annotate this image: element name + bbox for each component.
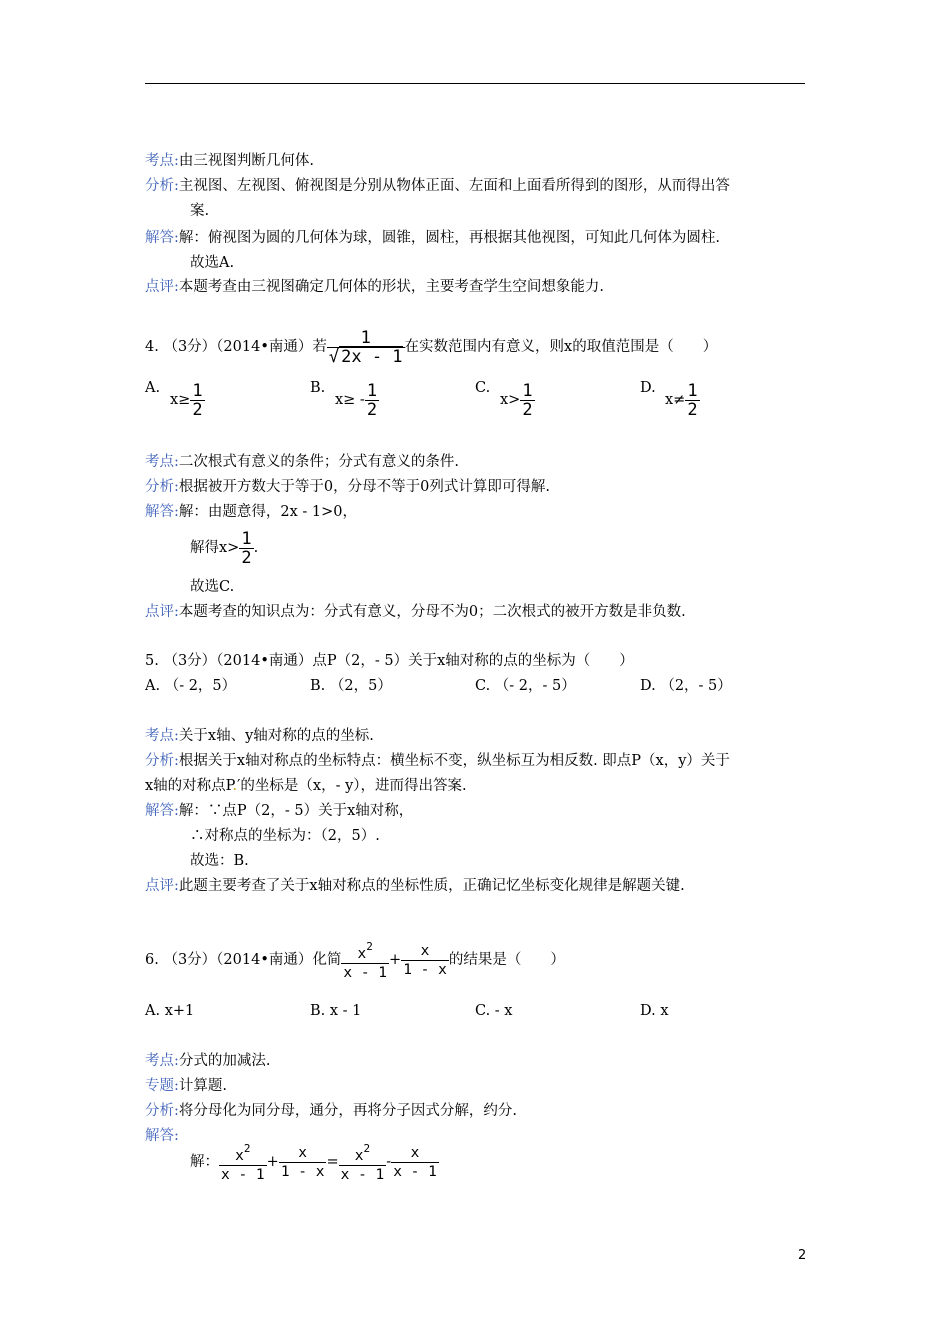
fenxi-tag: 分析: [145, 178, 179, 194]
fraction-numerator: x [420, 942, 430, 959]
q6-fenxi-line [145, 1101, 517, 1121]
q4-stem [145, 325, 717, 369]
fraction-numerator: 1 [241, 528, 252, 549]
fraction-denominator: 2 [192, 399, 203, 420]
fraction-denominator: x - 1 [221, 1167, 265, 1183]
fraction-numerator [356, 938, 375, 963]
half-fraction [365, 382, 379, 419]
sqrt-icon: √ [328, 346, 340, 367]
fraction-x-over-x-1 [391, 1144, 439, 1181]
q6-kaodian-line [145, 1051, 271, 1071]
fenxi-text: 主视图、左视图、俯视图是分别从物体正面、左面和上面看所得到的图形，从而得出答 [178, 178, 730, 194]
fraction-numerator: x [410, 1144, 420, 1161]
fraction-denominator: 1 - x [403, 961, 447, 978]
period: . [253, 540, 259, 556]
q3-answer: 故选A. [190, 255, 235, 271]
q5-fenxi-line [145, 751, 730, 771]
q4-stem-post: 在实数范围内有意义，则x的取值范围是（ ） [404, 339, 718, 355]
q5-jieda-line [145, 801, 413, 821]
kaodian-tag: 考点: [145, 454, 179, 470]
zhuanti-tag: 专题: [145, 1078, 179, 1094]
solution-prefix: 解： [190, 1154, 219, 1170]
jieda-tag: 解答: [145, 803, 179, 819]
q5-stem: 5. （3分）（2014•南通）点P（2，- 5）关于x轴对称的点的坐标为（ ） [145, 653, 634, 669]
fenxi-tag: 分析: [145, 1103, 179, 1119]
dianping-text: 本题考查的知识点为：分式有意义，分母不为0；二次根式的被开方数是非负数. [178, 604, 686, 620]
q4-stem-fraction [327, 329, 405, 366]
zhuanti-text: 计算题. [178, 1078, 227, 1094]
option-label: B. [310, 380, 326, 396]
q6-option-b: B. x - 1 [310, 1003, 362, 1019]
fenxi-text: 将分母化为同分母，通分，再将分子因式分解，约分. [178, 1103, 517, 1119]
q4-kaodian-line [145, 452, 459, 472]
fraction-numerator: 1 [360, 327, 371, 348]
q5-option-b: B. （2，5） [310, 678, 392, 694]
dianping-tag: 点评: [145, 604, 179, 620]
fraction-x2-over-x-1 [341, 938, 389, 982]
q3-jieda-line [145, 228, 720, 248]
q4-option-b-expr [335, 378, 379, 422]
option-text: x> [500, 392, 521, 408]
q6-jieda-line [145, 1126, 179, 1146]
fraction-x2-over-x-1 [219, 1140, 267, 1184]
fraction-x-over-1-x [279, 1144, 327, 1181]
option-label: A. [145, 380, 161, 396]
q4-option-d-expr [665, 378, 700, 422]
jieda-tag: 解答: [145, 504, 179, 520]
q4-solution-result [190, 526, 258, 570]
q6-stem-post: 的结果是（ ） [448, 952, 565, 968]
half-fraction [190, 382, 204, 419]
jieda-tag: 解答: [145, 1128, 179, 1144]
kaodian-text: 分式的加减法. [178, 1053, 271, 1069]
fenxi-text: 根据被开方数大于等于0，分母不等于0列式计算即可得解. [178, 479, 550, 495]
fenxi-text: x轴的对称点P [145, 778, 233, 794]
jieda-text: 解：∵点P（2，- 5）关于x轴对称， [178, 803, 414, 819]
q6-solution-eq [190, 1140, 439, 1184]
fraction-denominator: 2 [522, 399, 533, 420]
fraction-denominator: 2 [366, 399, 378, 420]
dianping-text: 此题主要考查了关于x轴对称点的坐标性质，正确记忆坐标变化规律是解题关键. [178, 878, 685, 894]
plus-sign: + [389, 952, 402, 968]
half-fraction [685, 382, 699, 419]
half-fraction [520, 382, 534, 419]
q5-fenxi-cont [145, 776, 467, 796]
fraction-denominator: x - 1 [343, 965, 388, 981]
kaodian-text: 由三视图判断几何体. [178, 153, 314, 169]
fenxi-tag: 分析: [145, 479, 179, 495]
jieda-text: 解：由题意得，2x - 1>0， [178, 504, 358, 520]
q4-option-c [475, 378, 490, 398]
fraction-denominator: x - 1 [340, 1167, 385, 1183]
radicand: 2x - 1 [341, 346, 403, 367]
kaodian-tag: 考点: [145, 1053, 179, 1069]
q4-option-b [310, 378, 325, 398]
q5-solution-2: ∴对称点的坐标为：（2，5）. [190, 828, 380, 844]
exponent: 2 [243, 1142, 251, 1155]
option-text: x≥ [170, 392, 191, 408]
fraction-numerator: 1 [687, 380, 698, 401]
q5-option-d: D. （2，- 5） [640, 678, 732, 694]
fenxi-text: 根据关于x轴对称点的坐标特点：横坐标不变，纵坐标互为相反数. 即点P（x，y）关于 [178, 753, 730, 769]
fraction-x2-over-x-1 [339, 1140, 387, 1184]
q4-dianping-line [145, 602, 686, 622]
q4-jieda-line [145, 502, 357, 522]
q6-option-a: A. x+1 [145, 1003, 195, 1019]
var-x: x [235, 1148, 244, 1164]
marker-dot: . [232, 778, 238, 794]
kaodian-tag: 考点: [145, 728, 179, 744]
fraction-denominator: x - 1 [393, 1163, 437, 1180]
option-text: x≥ - [335, 392, 365, 408]
q5-answer: 故选：B. [190, 853, 249, 869]
page-number: 2 [798, 1248, 807, 1263]
dianping-tag: 点评: [145, 279, 179, 295]
fraction-numerator: 1 [366, 380, 378, 401]
fraction-numerator: 1 [192, 380, 203, 401]
fraction-numerator [353, 1140, 372, 1165]
header-rule [145, 83, 805, 84]
plus-sign: + [266, 1154, 279, 1170]
jieda-text: 解：俯视图为圆的几何体为球，圆锥，圆柱，再根据其他视图，可知此几何体为圆柱. [178, 230, 720, 246]
kaodian-text: 关于x轴、y轴对称的点的坐标. [178, 728, 374, 744]
kaodian-text: 二次根式有意义的条件；分式有意义的条件. [178, 454, 459, 470]
option-label: D. [640, 380, 656, 396]
fraction-denominator [327, 347, 405, 366]
solution-text: 解得x> [190, 540, 240, 556]
fraction-numerator: 1 [522, 380, 533, 401]
fraction-numerator [233, 1140, 252, 1165]
var-x: x [354, 1148, 364, 1164]
q4-option-a [145, 378, 160, 398]
q5-kaodian-line [145, 726, 374, 746]
kaodian-tag: 考点: [145, 153, 179, 169]
fraction-denominator: 2 [687, 399, 698, 420]
q3-dianping-line [145, 277, 604, 297]
exponent: 2 [366, 940, 373, 953]
q5-option-c: C. （- 2，- 5） [475, 678, 576, 694]
q4-stem-pre: 4. （3分）（2014•南通）若 [145, 339, 327, 355]
fenxi-text: ′的坐标是（x，- y），进而得出答案. [237, 778, 467, 794]
q5-option-a: A. （- 2，5） [145, 678, 237, 694]
fenxi-tag: 分析: [145, 753, 179, 769]
fraction-denominator: 2 [241, 547, 252, 568]
q4-option-c-expr [500, 378, 535, 422]
option-label: C. [475, 380, 491, 396]
dianping-tag: 点评: [145, 878, 179, 894]
q4-fenxi-line [145, 477, 550, 497]
equals-sign: = [326, 1154, 339, 1170]
var-x: x [357, 946, 367, 962]
dianping-text: 本题考查由三视图确定几何体的形状，主要考查学生空间想象能力. [178, 279, 604, 295]
option-text: x≠ [665, 392, 686, 408]
q3-fenxi-line [145, 176, 730, 196]
q3-fenxi-cont: 案. [190, 203, 210, 219]
q4-option-d [640, 378, 656, 398]
exponent: 2 [363, 1142, 371, 1155]
q4-option-a-expr [170, 378, 205, 422]
q6-zhuanti-line [145, 1076, 227, 1096]
fraction-x-over-1-x [401, 942, 449, 979]
q5-dianping-line [145, 876, 685, 896]
q6-option-d: D. x [640, 1003, 669, 1019]
jieda-tag: 解答: [145, 230, 179, 246]
minus-sign: - [386, 1154, 392, 1170]
half-fraction [239, 530, 253, 567]
q6-stem [145, 938, 565, 982]
q4-answer: 故选C. [190, 579, 235, 595]
fraction-denominator: 1 - x [280, 1163, 325, 1180]
q6-stem-pre: 6. （3分）（2014•南通）化简 [145, 952, 342, 968]
q3-kaodian-line [145, 151, 314, 171]
fraction-numerator: x [298, 1144, 307, 1161]
q6-option-c: C. - x [475, 1003, 513, 1019]
